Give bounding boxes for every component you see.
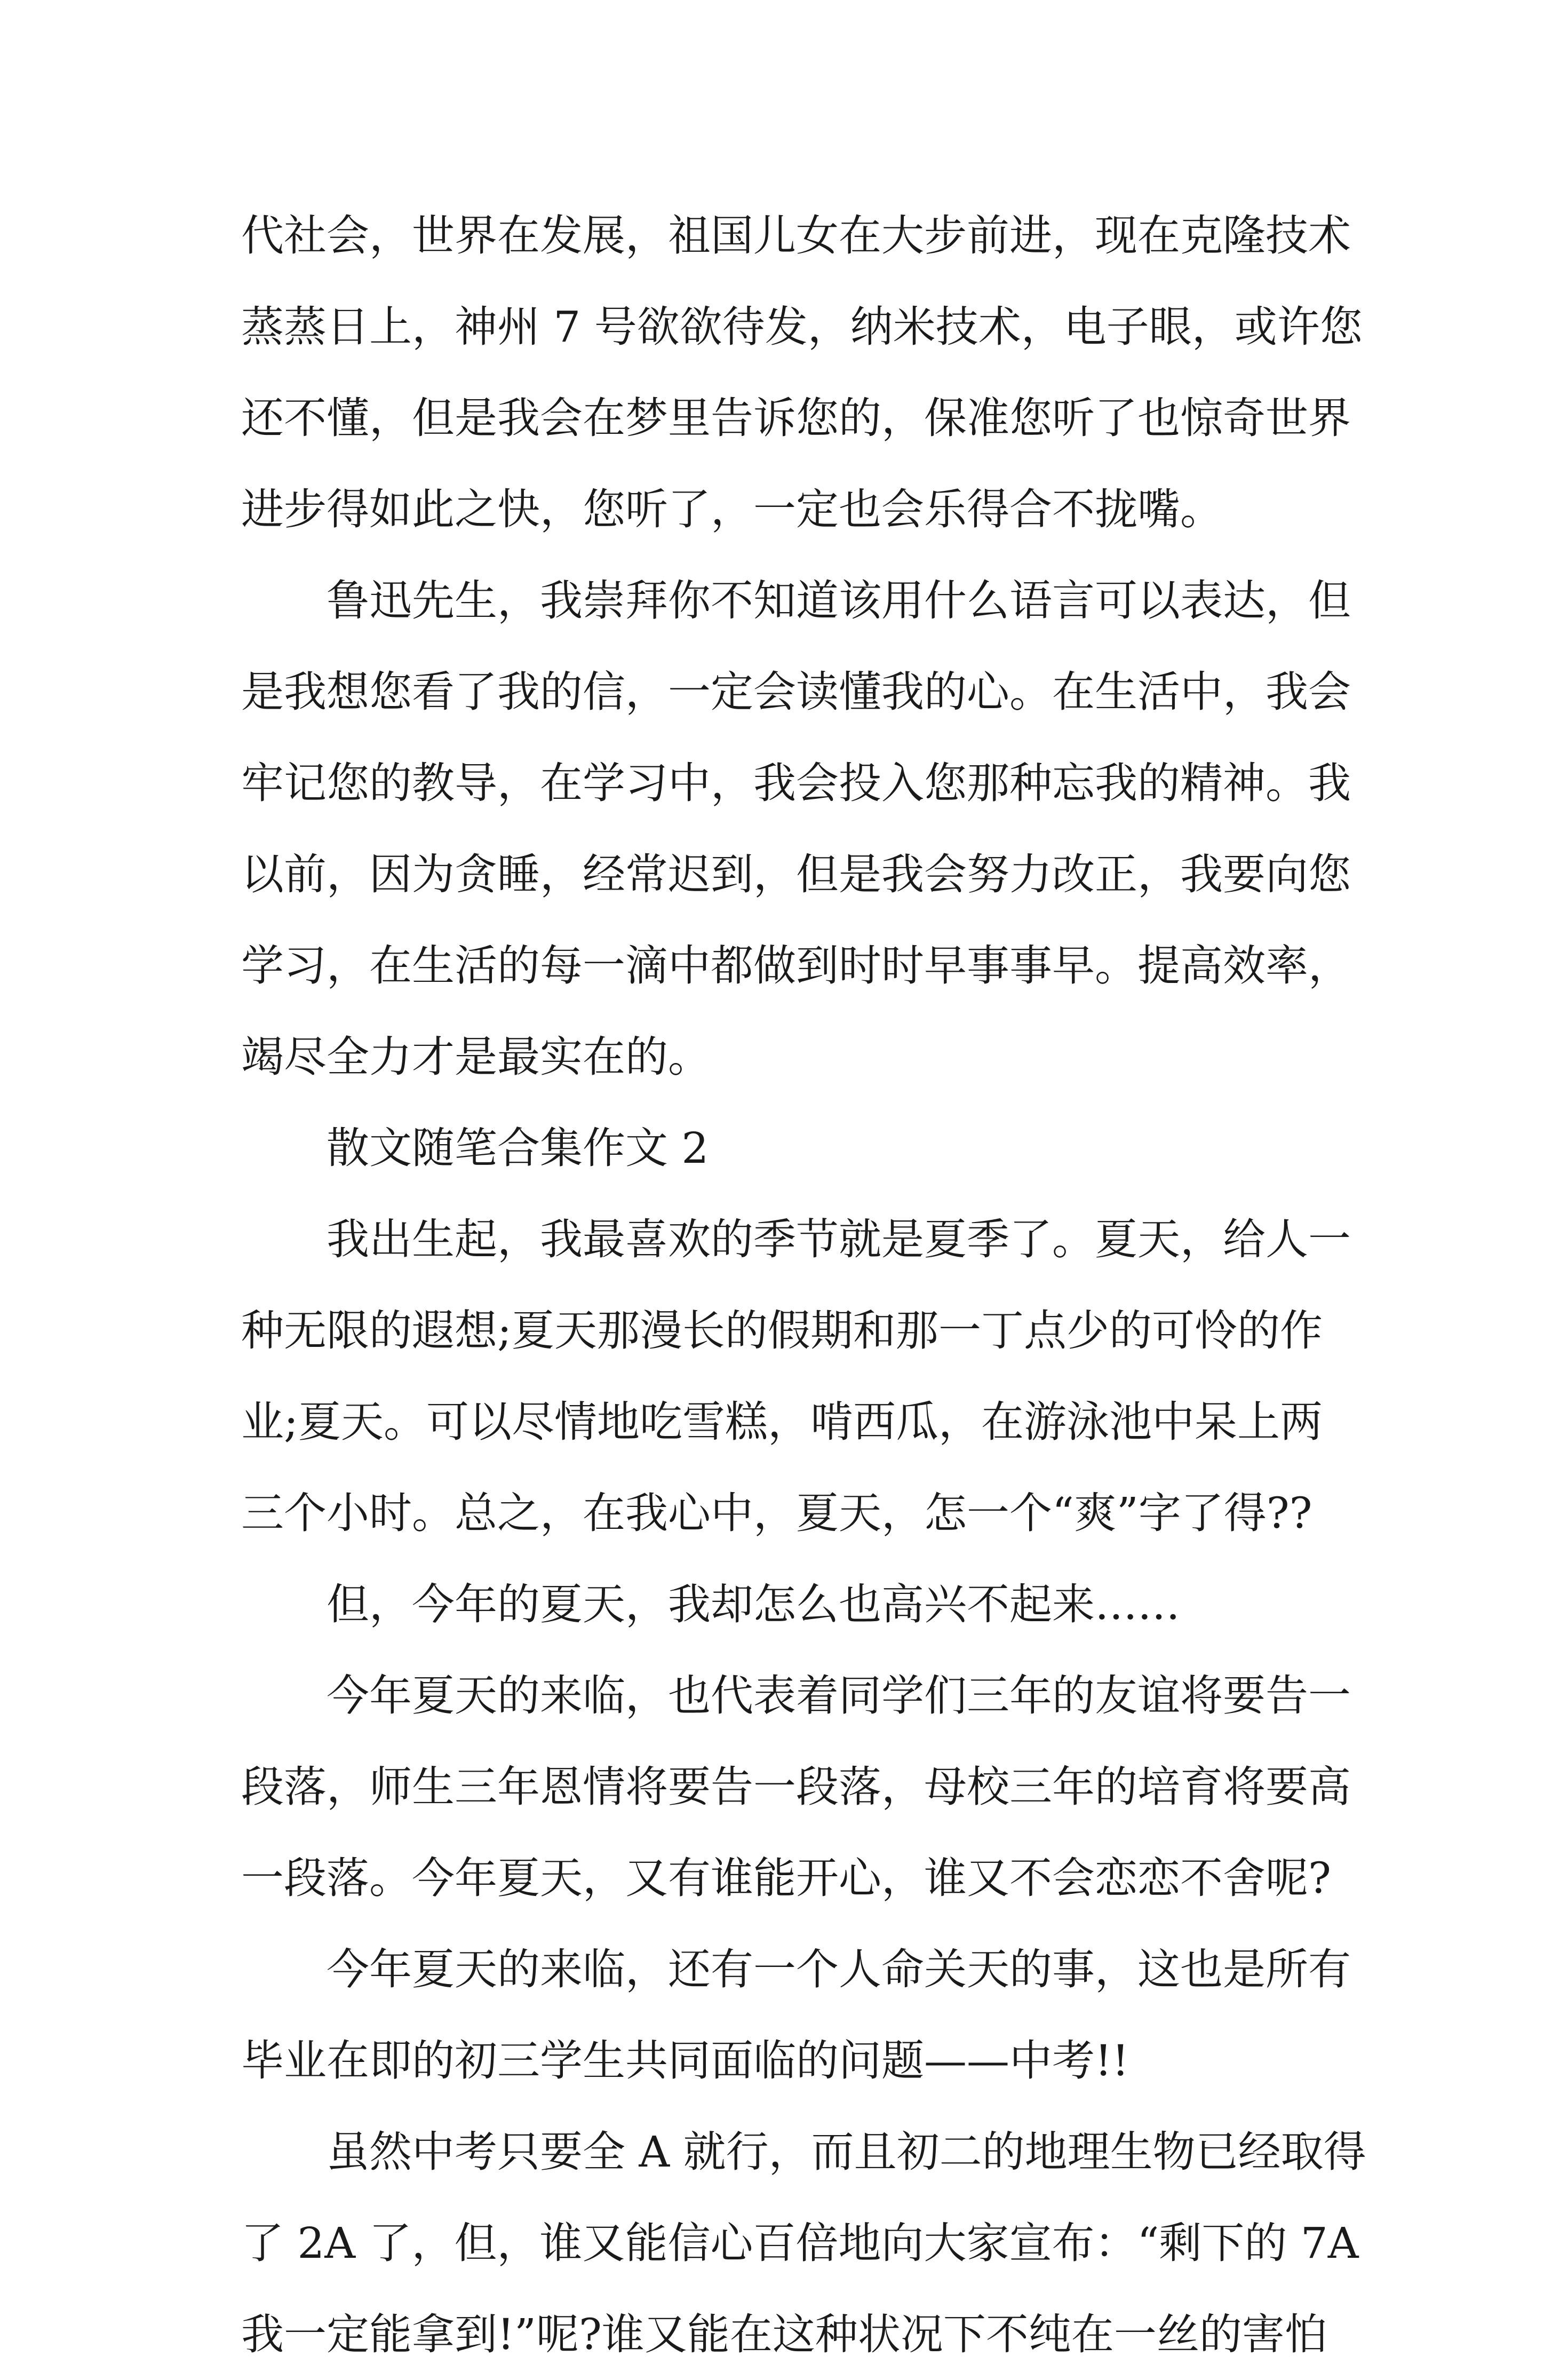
text-line: 段落，师生三年恩情将要告一段落，母校三年的培育将要高 <box>241 1762 1351 1812</box>
text-line: 进步得如此之快，您听了，一定也会乐得合不拢嘴。 <box>241 485 1223 534</box>
text-line: 虽然中考只要全 A 就行，而且初二的地理生物已经取得 <box>327 2127 1366 2177</box>
text-line: 毕业在即的初三学生共同面临的问题——中考!! <box>241 2036 1129 2085</box>
text-line: 今年夏天的来临，也代表着同学们三年的友谊将要告一 <box>327 1671 1351 1720</box>
text-line: 以前，因为贪睡，经常迟到，但是我会努力改正，我要向您 <box>241 850 1351 899</box>
text-line: 鲁迅先生，我崇拜你不知道该用什么语言可以表达，但 <box>327 576 1351 625</box>
text-line: 一段落。今年夏天，又有谁能开心，谁又不会恋恋不舍呢? <box>241 1853 1331 1903</box>
text-line: 三个小时。总之，在我心中，夏天，怎一个“爽”字了得?? <box>241 1488 1312 1538</box>
text-line: 了 2A 了，但，谁又能信心百倍地向大家宣布：“剩下的 7A <box>241 2218 1359 2268</box>
text-line: 蒸蒸日上，神州 7 号欲欲待发，纳米技术，电子眼，或许您 <box>241 302 1363 352</box>
text-line: 种无限的遐想;夏天那漫长的假期和那一丁点少的可怜的作 <box>241 1306 1323 1355</box>
text-line: 我一定能拿到!”呢?谁又能在这种状况下不纯在一丝的害怕 <box>241 2310 1327 2359</box>
document-body <box>241 190 1366 2380</box>
text-line: 竭尽全力才是最实在的。 <box>241 1032 711 1082</box>
text-line: 今年夏天的来临，还有一个人命关天的事，这也是所有 <box>327 1945 1351 1994</box>
text-line: 还不懂，但是我会在梦里告诉您的，保准您听了也惊奇世界 <box>241 393 1351 443</box>
section-heading: 散文随笔合集作文 2 <box>327 1123 709 1173</box>
text-line: 业;夏天。可以尽情地吃雪糕，啃西瓜，在游泳池中呆上两 <box>241 1397 1323 1447</box>
text-line: 是我想您看了我的信，一定会读懂我的心。在生活中，我会 <box>241 667 1351 717</box>
text-line: 学习，在生活的每一滴中都做到时时早事事早。提高效率， <box>241 941 1351 990</box>
text-line: 牢记您的教导，在学习中，我会投入您那种忘我的精神。我 <box>241 758 1351 808</box>
text-line: 我出生起，我最喜欢的季节就是夏季了。夏天，给人一 <box>327 1215 1351 1264</box>
text-line: 但，今年的夏天，我却怎么也高兴不起来…… <box>327 1580 1180 1629</box>
text-line: 代社会，世界在发展，祖国儿女在大步前进，现在克隆技术 <box>241 211 1351 260</box>
